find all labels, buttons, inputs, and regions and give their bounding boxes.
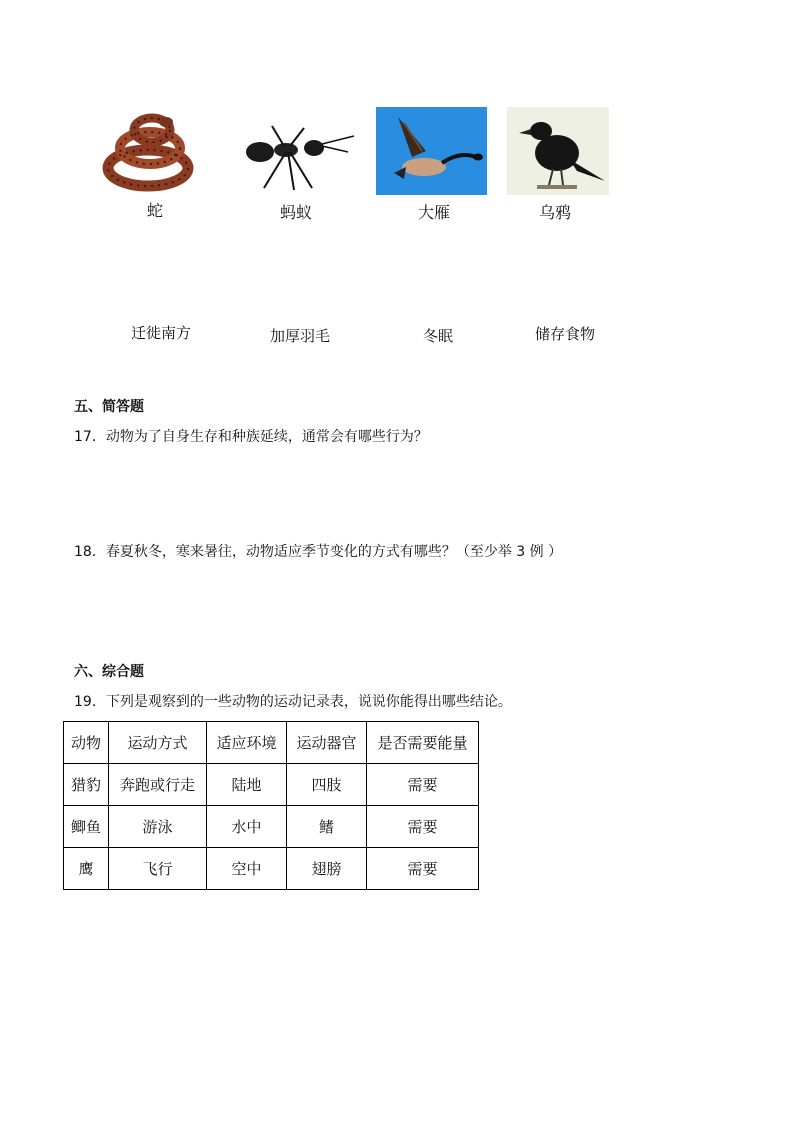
table-cell: 陆地: [207, 764, 287, 806]
animal-label-goose: 大雁: [417, 203, 450, 222]
animal-label-ant: 蚂蚁: [279, 203, 312, 222]
header-cell: 运动方式: [109, 722, 207, 764]
table-cell: 猎豹: [64, 764, 109, 806]
table-cell: 鳍: [287, 806, 367, 848]
table-cell: 飞行: [109, 848, 207, 890]
table-cell: 空中: [207, 848, 287, 890]
table-cell: 四肢: [287, 764, 367, 806]
snake-icon: [100, 108, 195, 193]
animal-label-crow: 乌鸦: [538, 203, 571, 222]
animal-label-snake: 蛇: [146, 201, 163, 220]
crow-icon: [507, 107, 609, 195]
header-cell: 是否需要能量: [367, 722, 479, 764]
table-row: [64, 764, 479, 806]
table-row: [64, 848, 479, 890]
table-cell: 鲫鱼: [64, 806, 109, 848]
question-19: 19．下列是观察到的一些动物的运动记录表，说说你能得出哪些结论。: [74, 694, 512, 710]
table-cell: 鹰: [64, 848, 109, 890]
table-cell: 翅膀: [287, 848, 367, 890]
option-thicken-feathers: 加厚羽毛: [269, 327, 330, 345]
table-row: [64, 806, 479, 848]
table-header-row: [64, 722, 479, 764]
option-store-food: 储存食物: [534, 325, 595, 343]
movement-record-table: [63, 721, 479, 890]
table-cell: 游泳: [109, 806, 207, 848]
ant-icon: [236, 122, 356, 194]
option-migrate-south: 迁徙南方: [130, 324, 191, 342]
table-cell: 需要: [367, 806, 479, 848]
table-cell: 水中: [207, 806, 287, 848]
header-cell: 运动器官: [287, 722, 367, 764]
table-cell: 需要: [367, 764, 479, 806]
wild-goose-icon: [376, 107, 487, 195]
table-cell: 奔跑或行走: [109, 764, 207, 806]
question-17: 17．动物为了自身生存和种族延续，通常会有哪些行为？: [74, 429, 428, 445]
table-cell: 需要: [367, 848, 479, 890]
section-heading-short-answer: 五、简答题: [74, 399, 144, 415]
header-cell: 动物: [64, 722, 109, 764]
option-hibernate: 冬眠: [422, 327, 453, 345]
section-heading-comprehensive: 六、综合题: [74, 664, 144, 680]
question-18: 18．春夏秋冬，寒来暑往，动物适应季节变化的方式有哪些？（至少举 3 例 ）: [74, 544, 563, 560]
header-cell: 适应环境: [207, 722, 287, 764]
